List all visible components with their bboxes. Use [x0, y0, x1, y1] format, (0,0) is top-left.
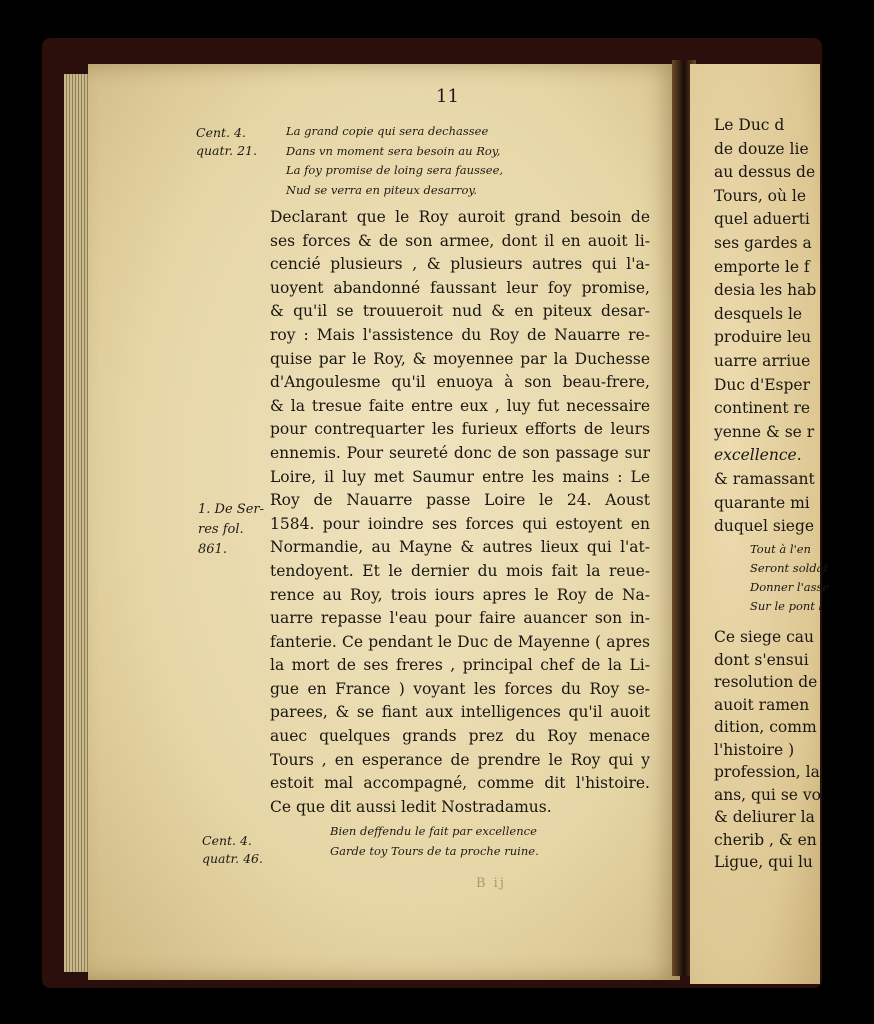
text-line: ses gardes a	[714, 233, 812, 252]
main-paragraph	[270, 206, 650, 819]
text-line: Ligue, qui lu	[714, 853, 813, 871]
text-line: continent re	[714, 399, 811, 418]
text-line: resolution de	[714, 673, 818, 691]
paragraph-line: d'Angoulesme qu'il enuoya à son beau-frere,	[270, 373, 650, 392]
text-line: dont s'ensui	[714, 650, 809, 669]
paragraph-line: Normandie, au Mayne & autres lieux qui l'at-	[270, 538, 650, 557]
text-line: duquel siege	[714, 517, 815, 536]
paragraph-line: 1584. pour ioindre ses forces qui estoyent en	[270, 514, 650, 533]
right-page	[690, 64, 830, 984]
margin-note-cent4-quatr46	[202, 832, 263, 868]
paragraph-line: parees, & se fiant aux intelligences qu'il auoit	[270, 703, 650, 722]
paragraph-line: quise par le Roy, & moyennee par la Duchesse	[270, 349, 650, 368]
text-line: cherib , & en	[714, 830, 817, 849]
margin-note-line: quatr. 46.	[202, 851, 263, 866]
verse-line: Seront soldat	[750, 561, 829, 575]
text-line: quarante mi	[714, 493, 810, 512]
margin-note-de-serres	[198, 500, 264, 560]
verse-line: Tout à l'en	[750, 542, 811, 556]
paragraph-line: Loire, il luy met Saumur entre les mains : Le	[270, 467, 650, 486]
paragraph-line: tendoyent. Et le dernier du mois fait la reue-	[270, 561, 650, 580]
text-line: auoit ramen	[714, 695, 810, 714]
text-line: au dessus de	[714, 163, 816, 182]
paragraph-line: Roy de Nauarre passe Loire le 24. Aoust	[270, 491, 650, 510]
paragraph-line: gue en France ) voyant les forces du Roy se-	[270, 679, 650, 698]
margin-note-line: quatr. 21.	[196, 143, 257, 158]
text-line: Le Duc d	[714, 116, 785, 134]
verse-line: La foy promise de loing sera faussee,	[286, 163, 504, 177]
text-line: yenne & se r	[714, 422, 815, 441]
quatrain-verse-1	[286, 122, 503, 200]
text-line: Tours, où le	[714, 186, 807, 205]
text-line: quel aduerti	[714, 210, 810, 229]
paragraph-line: Ce que dit aussi ledit Nostradamus.	[270, 797, 552, 816]
paragraph-line: ses forces & de son armee, dont il en auoit li-	[270, 231, 650, 250]
paragraph-line: la mort de ses freres , principal chef de la Li-	[270, 656, 650, 675]
right-page-verse	[750, 540, 829, 616]
text-line: & deliurer la	[714, 808, 815, 826]
paragraph-line: cencié plusieurs , & plusieurs autres qui l'a-	[270, 255, 650, 274]
text-line: profession, la	[714, 763, 820, 781]
margin-note-line: Cent. 4.	[196, 125, 246, 140]
text-line: dition, comm	[714, 718, 817, 736]
paragraph-line: & la tresue faite entre eux , luy fut necessaire	[270, 396, 650, 415]
text-line: de douze lie	[714, 139, 809, 158]
signature-mark: B ij	[476, 876, 506, 891]
verse-line: Donner l'asse	[750, 580, 830, 594]
text-line: excellence.	[714, 446, 802, 465]
text-line: l'histoire )	[714, 740, 795, 759]
text-line: desia les hab	[714, 281, 817, 300]
text-line: Duc d'Esper	[714, 375, 810, 394]
verse-line: Garde toy Tours de ta proche ruine.	[330, 843, 539, 858]
paragraph-line: uoyent abandonné faussant leur foy promise,	[270, 278, 650, 297]
margin-note-line: 861.	[198, 542, 227, 557]
text-line: desquels le	[714, 304, 803, 323]
margin-note-line: res fol.	[198, 522, 244, 537]
paragraph-line: ennemis. Pour seureté donc de son passage sur	[270, 443, 650, 462]
margin-note-line: Cent. 4.	[202, 833, 252, 848]
paragraph-line: rence au Roy, trois iours apres le Roy de Na-	[270, 585, 650, 604]
paragraph-line: uarre repasse l'eau pour faire auancer son in-	[270, 609, 650, 628]
verse-line: Dans vn moment sera besoin au Roy,	[286, 143, 501, 158]
right-page-text-bottom	[714, 626, 821, 874]
paragraph-line: Tours , en esperance de prendre le Roy qui y	[270, 750, 650, 769]
text-line: ans, qui se vo	[714, 785, 821, 804]
text-line: uarre arriue	[714, 351, 811, 370]
text-line: emporte le f	[714, 257, 810, 276]
paragraph-line: pour contrequarter les furieux efforts de leurs	[270, 420, 650, 439]
verse-line: Sur le pont l	[750, 599, 823, 613]
page-number: 11	[436, 86, 459, 107]
verse-line: Nud se verra en piteux desarroy.	[286, 182, 478, 197]
paragraph-line: estoit mal accompagné, comme dit l'histoire.	[270, 774, 650, 793]
paragraph-line: Declarant que le Roy auroit grand besoin de	[270, 208, 650, 226]
right-page-text-top	[714, 114, 874, 539]
text-line: produire leu	[714, 328, 812, 347]
text-line: & ramassant	[714, 469, 815, 488]
margin-note-cent4-quatr21	[196, 124, 257, 160]
paragraph-line: roy : Mais l'assistence du Roy de Nauarre re-	[270, 325, 650, 344]
paragraph-line: & qu'il se trouueroit nud & en piteux desar-	[270, 302, 650, 321]
paragraph-line: fanterie. Ce pendant le Duc de Mayenne ( apres	[270, 632, 650, 651]
verse-line: Bien deffendu le fait par excellence	[330, 824, 537, 838]
margin-note-line: 1. De Ser-	[198, 502, 264, 517]
paragraph-line: auec quelques grands prez du Roy menace	[270, 727, 650, 746]
verse-line: La grand copie qui sera dechassee	[286, 124, 489, 138]
quatrain-verse-2	[330, 822, 539, 861]
text-line: Ce siege cau	[714, 628, 814, 646]
